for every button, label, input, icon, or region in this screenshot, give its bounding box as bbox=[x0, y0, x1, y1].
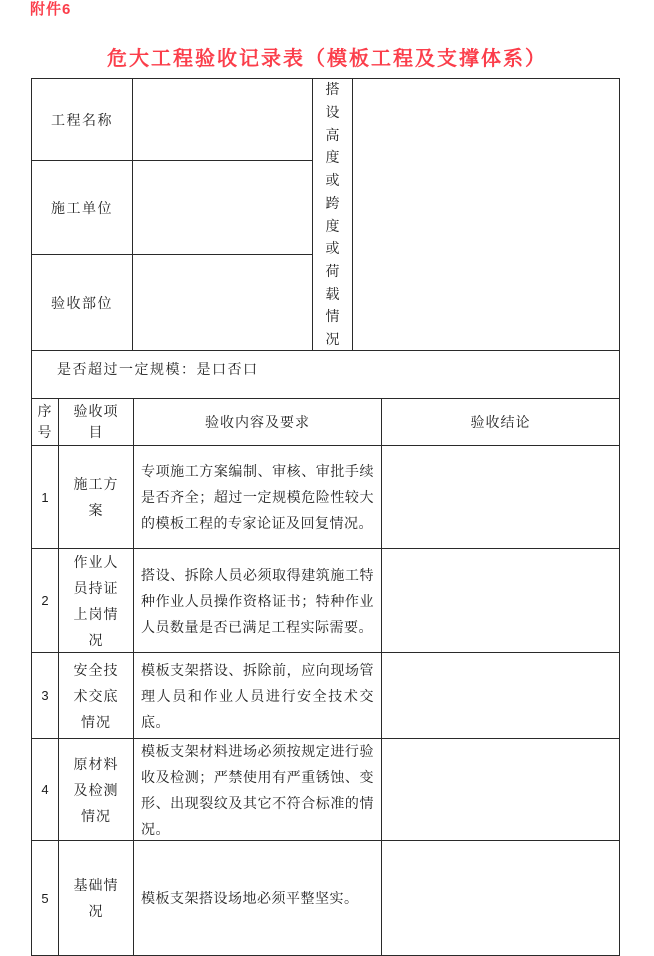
project-name-label: 工程名称 bbox=[32, 79, 133, 161]
item-2-conclusion bbox=[382, 549, 619, 653]
header-no: 序号 bbox=[32, 399, 59, 446]
item-4-number: 4 bbox=[32, 739, 59, 841]
header-item: 验收项目 bbox=[59, 399, 134, 446]
item-1-requirements-cell bbox=[134, 446, 382, 549]
checklist-section bbox=[32, 399, 619, 956]
header-content: 验收内容及要求 bbox=[134, 399, 382, 446]
page-title: 危大工程验收记录表（模板工程及支撑体系） bbox=[107, 48, 547, 70]
project-info-section bbox=[32, 79, 619, 351]
item-5-requirements-cell bbox=[134, 841, 382, 956]
attachment-label: 附件6 bbox=[30, 1, 72, 18]
construction-unit-value bbox=[133, 161, 313, 255]
item-2-category: 作业人员持证上岗情况 bbox=[59, 549, 134, 653]
scale-question: 是否超过一定规模：是口否口 bbox=[32, 351, 619, 399]
item-3-requirements: 模板支架搭设、拆除前，应向现场管理人员和作业人员进行安全技术交底。 bbox=[141, 661, 374, 730]
item-1-conclusion bbox=[382, 446, 619, 549]
item-2-requirements-cell bbox=[134, 549, 382, 653]
item-3-category: 安全技术交底情况 bbox=[59, 653, 134, 739]
item-3-requirements-cell bbox=[134, 653, 382, 739]
construction-unit-label: 施工单位 bbox=[32, 161, 133, 255]
acceptance-part-value bbox=[133, 255, 313, 351]
item-1-requirements: 专项施工方案编制、审核、审批手续是否齐全；超过一定规模危险性较大的模板工程的专家论证及回复情况。 bbox=[141, 463, 374, 531]
item-5-conclusion bbox=[382, 841, 619, 956]
item-5-category: 基础情况 bbox=[59, 841, 134, 956]
item-4-requirements-cell bbox=[134, 739, 382, 841]
item-1-number: 1 bbox=[32, 446, 59, 549]
header-conclusion: 验收结论 bbox=[382, 399, 619, 446]
item-4-conclusion bbox=[382, 739, 619, 841]
acceptance-part-label: 验收部位 bbox=[32, 255, 133, 351]
item-5-requirements: 模板支架搭设场地必须平整坚实。 bbox=[141, 890, 359, 906]
item-4-category: 原材料及检测情况 bbox=[59, 739, 134, 841]
item-5-number: 5 bbox=[32, 841, 59, 956]
item-3-number: 3 bbox=[32, 653, 59, 739]
item-4-requirements: 模板支架材料进场必须按规定进行验收及检测；严禁使用有严重锈蚀、变形、出现裂纹及其它不符合标准的情况。 bbox=[141, 742, 374, 837]
item-2-number: 2 bbox=[32, 549, 59, 653]
acceptance-record-table bbox=[31, 78, 620, 956]
erection-info-label-cell bbox=[313, 79, 353, 351]
erection-info-value bbox=[353, 79, 619, 351]
item-1-category: 施工方案 bbox=[59, 446, 134, 549]
project-name-value bbox=[133, 79, 313, 161]
erection-info-vertical-label: 搭设高度或跨度或荷载情况 bbox=[325, 81, 340, 348]
item-2-requirements: 搭设、拆除人员必须取得建筑施工特种作业人员操作资格证书；特种作业人员数量是否已满足工程实际需要。 bbox=[141, 566, 374, 635]
item-3-conclusion bbox=[382, 653, 619, 739]
